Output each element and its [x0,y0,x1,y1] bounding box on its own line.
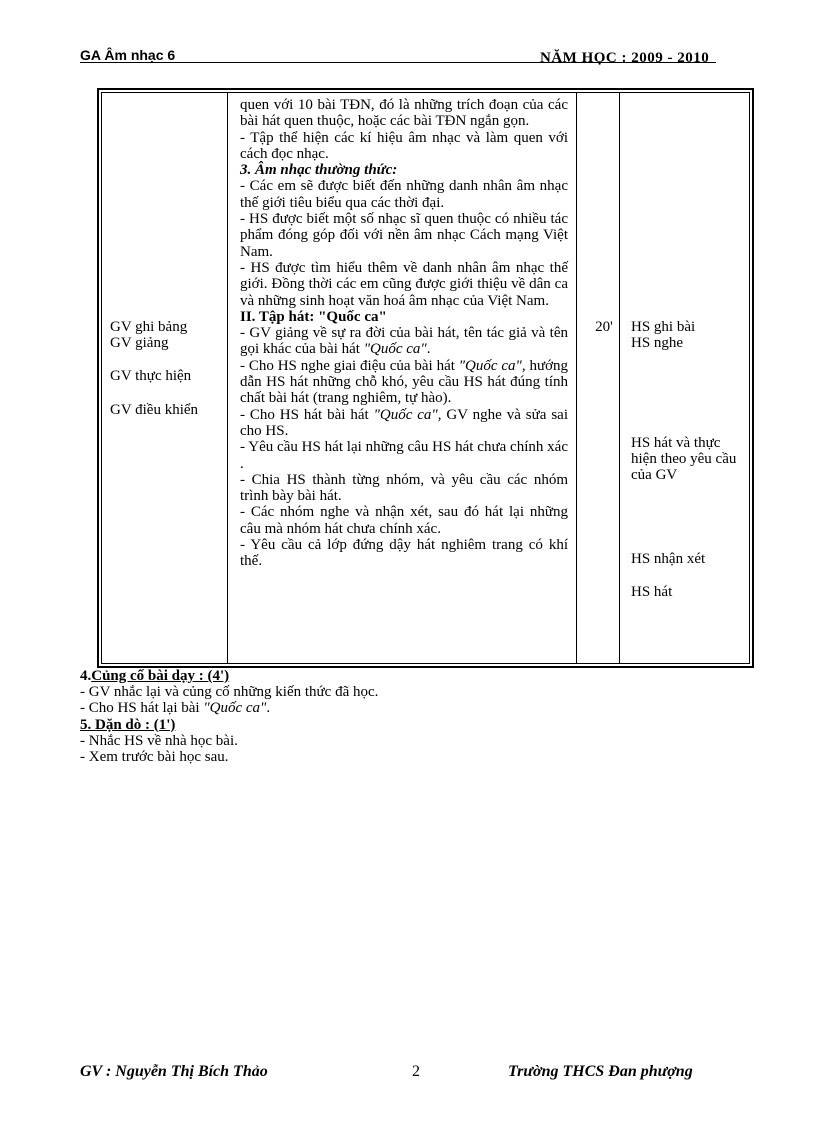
content-line [240,358,568,407]
column-divider [576,93,577,663]
lesson-table-inner [101,92,750,664]
content-line [240,325,568,358]
text-segment: - Cho HS hát bài hát [240,406,374,423]
text-segment: , GV nghe và sửa sai cho HS. [240,406,568,439]
footer-teacher: GV : Nguyễn Thị Bích Thảo [80,1063,268,1080]
consolidation-line [80,700,720,716]
student-item: HS hát và thực hiện theo yêu cầu của GV [631,435,737,483]
text-segment: , hướng dẫn HS hát những chỗ khó, yêu cầu HS hát đúng tính chất bài hát (trang nghiêm, tự hào). [240,357,569,407]
content-line: quen với 10 bài TĐN, đó là những trích đoạn của các bài hát quen thuộc, hoặc các bài TĐN ngắn gọn. [240,97,568,130]
page-number: 2 [412,1063,420,1080]
content-line: - Các em sẽ được biết đến những danh nhân âm nhạc thế giới tiêu biểu qua các thời đại. [240,178,568,211]
student-item: HS nhận xét [631,551,706,567]
header-rule [80,62,716,63]
teacher-item: GV ghi bảng [110,319,188,335]
section-3-title: 3. Âm nhạc thường thức: [240,162,398,179]
song-name: "Quốc ca" [203,700,267,717]
content-line: - Yêu cầu HS hát lại những câu HS hát chưa chính xác . [240,439,568,472]
consolidation-title: Củng cố bài dạy : (4') [91,668,230,684]
content-line: - Yêu cầu cả lớp đứng dậy hát nghiêm trang có khí thế. [240,537,568,570]
text-segment: . [266,700,271,717]
teacher-activity-column [110,319,225,418]
consolidation-line: - GV nhắc lại và củng cố những kiến thức đã học. [80,684,379,701]
content-line: - HS được tìm hiểu thêm về danh nhân âm nhạc thế giới. Đồng thời các em cũng được giới thiệu về dân ca và những sinh hoạt văn hoá âm nhạc của Việt Nam. [240,259,568,309]
content-line [240,407,568,440]
content-line: - HS được biết một số nhạc sĩ quen thuộc có nhiều tác phẩm đóng góp đối với nền âm nhạc Cách mạng Việt Nam. [240,211,568,260]
content-line: - Tập thể hiện các kí hiệu âm nhạc và làm quen với cách đọc nhạc. [240,129,568,162]
time-cell: 20' [595,319,613,335]
text-segment: - Cho HS nghe giai điệu của bài hát [240,357,459,374]
student-item: HS hát [631,584,673,600]
text-segment: - Cho HS hát lại bài [80,700,204,717]
teacher-item: GV thực hiện [110,368,192,384]
section-2-title: II. Tập hát: "Quốc ca" [240,308,387,325]
after-table-section [80,668,720,765]
student-item: HS nghe [631,335,684,351]
teacher-item: GV giảng [110,335,169,351]
song-name: "Quốc ca" [373,406,438,423]
lesson-content-column [240,97,568,570]
student-activity-column [631,319,749,600]
song-name: "Quốc ca" [458,357,522,374]
footer-school: Trường THCS Đan phượng [508,1063,693,1080]
homework-title: 5. Dặn dò : (1') [80,716,176,733]
homework-line: - Nhắc HS về nhà học bài. [80,732,238,749]
column-divider [619,93,620,663]
lesson-table [97,88,754,668]
header-subject: GA Âm nhạc 6 [80,47,176,63]
text-segment: - GV giảng về sự ra đời của bài hát, tên tác giả và tên gọi khác của bài hát [240,325,568,358]
column-divider [227,93,228,663]
content-line: - Chia HS thành từng nhóm, và yêu cầu các nhóm trình bày bài hát. [240,471,568,505]
content-line: - Các nhóm nghe và nhận xét, sau đó hát lại những câu mà nhóm hát chưa chính xác. [240,504,568,537]
song-name: "Quốc ca" [363,341,427,358]
section-number: 4. [80,668,92,684]
homework-line: - Xem trước bài học sau. [80,749,229,766]
text-segment: . [426,341,431,358]
teacher-item: GV điều khiển [110,402,199,418]
consolidation-heading [80,668,720,684]
header-school-year: NĂM HỌC : 2009 - 2010 [540,50,710,66]
student-item: HS ghi bài [631,319,696,335]
